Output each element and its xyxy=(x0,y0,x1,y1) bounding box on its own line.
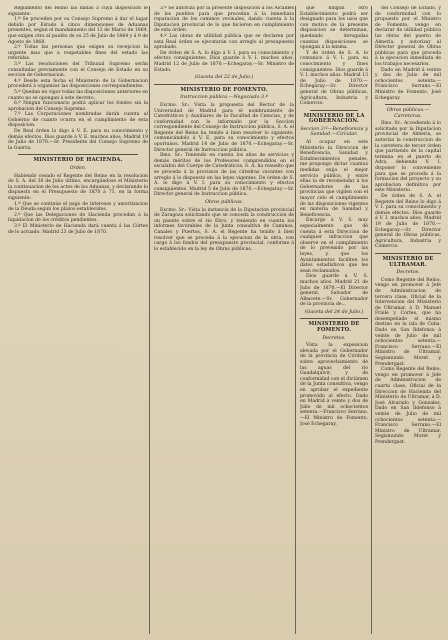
column-2 xyxy=(154,6,294,636)
paragraph: que ningun otro Establecimiento podrá ser designado para los usos que con motivo de la presente disposicion se determinan, quedando derogadas cuantas disposiciones se opongan á la misma. xyxy=(300,6,368,51)
paragraph: Reglamento del Reino las dadas á cuya disposicion le siguiente: xyxy=(8,6,148,17)
column-3 xyxy=(300,6,368,636)
paragraph: 6.º Ningun funcionario podrá aplicar los fondos sin la aprobacion del Consejo Supremo. xyxy=(8,101,148,112)
paragraph: De órden de S. A. el Regente del Reino lo digo á V. I. para su conocimiento y demás efectos. Dios guarde á V. I. muchos años. Madrid 19 de Julio de 1870.—Echegaray.—Sr. Director general de Obras públicas, Agricultura, Industria y Comercio. xyxy=(375,194,441,250)
paragraph: Vista la exposicion elevada por el Gobernador de la provincia de Córdoba sobre aprovechamiento de las aguas del rio Guadalquivir, y de conformidad con el dictámen de la Junta consultiva, vengo en aprobar el expediente promovido al efecto. Dado en Madrid á veinte y dos de Julio de mil ochocientos setenta.—Francisco Serrano.—El Ministro de Fomento, José Echegaray. xyxy=(300,343,368,427)
subsection-heading: Decretos. xyxy=(396,270,420,276)
column-1 xyxy=(8,6,148,636)
divider xyxy=(18,154,138,155)
paragraph: 2.º Que las Delegaciones de Hacienda procedan á la liquidacion de los créditos pendientes. xyxy=(8,212,148,224)
subsection-heading: Orden. xyxy=(69,166,87,172)
section-heading-fomento: MINISTERIO DE FOMENTO. xyxy=(180,86,268,93)
column-rule xyxy=(295,6,296,634)
subsection-heading: Decretos. xyxy=(322,335,346,341)
divider xyxy=(154,84,294,85)
subsection-heading: Obras públicas. xyxy=(205,200,243,205)
paragraph: 5.º Quedan en vigor todas las disposiciones anteriores en cuanto no se opongan á este decreto. xyxy=(8,89,148,101)
subsection-heading: Instruccion pública.—Negociado 3.º xyxy=(180,95,268,101)
paragraph: 1.º Que se continúe el pago de intereses y amortizacion de la Deuda segun los plazos establecidos. xyxy=(8,201,148,213)
gazette-date: (Gaceta del 22 de Julio.) xyxy=(194,75,254,81)
paragraph: 2.º Todas las personas que exigen su recepcion la urgente mas que a respetables fines del estado las referidas. xyxy=(8,45,148,62)
paragraph: Habiendo cesado el Regente del Reino en la resolucion de S. A. del 30 de Julio último, encargándose el Ministerio la continuacion de los actos de los Aduanas, y declarando lo dispuesto en el Presupuesto de 1870 á 71, en la forma siguiente: xyxy=(8,173,148,201)
paragraph: De Real órden lo digo á V. E. para su conocimiento y demás efectos. Dios guarde á V. E. muchos años. Madrid 19 de Julio de 1870.—Sr. Presidente del Consejo Supremo de la Guerra. xyxy=(8,129,148,151)
paragraph: Ilmo. Sr.: Teniendo en cuenta los años de servicios y demás méritos de los Profesores comprendidos en el escalafon del Cuerpo de Catedráticos, S. A. ha resuelto que se proceda á la provision de las cátedras vacantes con arreglo á lo dispuesto en las leyes vigentes. De órden de S. A. lo digo á V. I. para su conocimiento y efectos consiguientes. Madrid 5 de Julio de 1870.—Echegaray.—Sr. Director general de Instruccion pública. xyxy=(154,153,294,198)
paragraph: Encargo á V. S. muy especialmente que dé cuenta á esta Direccion de cualquier infraccion que observe en el cumplimiento de lo prevenido por las leyes, y que los Ayuntamientos faciliten los datos estadísticos que les sean reclamados. xyxy=(300,218,368,274)
divider xyxy=(310,110,358,111)
paragraph: 3.º Las resoluciones del Tribunal Supremo serán consultadas previamente con el Consejo de Estado en su seccion de Gobernacion. xyxy=(8,61,148,79)
paragraph: Al ocupar en este Ministerio la Direccion de Beneficencia, Sanidad y Establecimientos penales, me propongo dictar cuantas medidas exija el mejor servicio público, y entre ellas la de recomendar á los Gobernadores de las provincias que vigilen con el mayor celo el cumplimiento de las disposiciones vigentes en materia de Sanidad y Beneficencia. xyxy=(300,140,368,218)
subsection-heading: Obras públicas.—Carreteras. xyxy=(386,108,430,119)
column-4 xyxy=(375,6,441,636)
paragraph: Como Regente del Reino, vengo en promover á Jefe de Administracion de cuarta clase, Oficial de la Direccion de Hacienda del Ministerio de Ultramar, á D. José Alvarado y Gonzalez. Dado en San Ildefonso á veinte de Julio de mil ochocientos setenta.—Francisco Serrano.—El Ministro de Ultramar, Segismundo Moret y Prendergast. xyxy=(375,367,441,445)
paragraph: Excmo. Sr.: Vista la propuesta del Rector de la Universidad de Madrid para el nombramiento de Catedráticos y Auxiliares de la Facultad de Ciencias, y de conformidad con lo informado por la Seccion correspondiente del Consejo de Instruccion pública, S. A. el Regente del Reino ha tenido á bien resolver lo siguiente, comunicándolo á V. E. para su conocimiento y efectos oportunos. Madrid 14 de Julio de 1870.—Echegaray.—Sr. Director general de Instruccion pública. xyxy=(154,102,294,153)
gazette-date: (Gaceta del 24 de Julio.) xyxy=(304,309,364,315)
section-heading-gobernacion: MINISTERIO DE LA GOBERNACION. xyxy=(303,112,365,125)
column-rule xyxy=(371,6,372,634)
paragraph: del Consejo de Estado, y de conformidad con lo propuesto por el Ministro de Fomento, vengo en declarar de utilidad pública las obras del puerto de Almería, y autorizar al Director general de Obras públicas para que proceda á la ejecucion inmediata de los trabajos necesarios. xyxy=(375,6,441,67)
paragraph: Dado en Madrid á veinte y dos de Julio de mil ochocientos setenta.—Francisco Serrano.—El Ministro de Fomento, José Echegaray. xyxy=(375,67,441,101)
paragraph: Como Regente del Reino, vengo en promover á Jefe de Administracion de tercera clase, Oficial de la Intervencion del Ministerio de Ultramar, á D. Manuel Fraile y Cortes, que ha desempeñado el mismo destino en la isla de Cuba. Dado en San Ildefonso á veinte de Julio de mil ochocientos setenta.—Francisco Serrano.—El Ministro de Ultramar, Segismundo Moret y Prendergast. xyxy=(375,277,441,367)
paragraph: Ilmo. Sr.: Accediendo á lo solicitado por la Diputacion provincial de Almería, se autoriza la construccion de la carretera de tercer órden que partiendo de la capital termina en el puerto de Adra, debiendo V. I. disponer lo conveniente para que se proceda á la formacion del proyecto y su aprobacion definitiva por este Ministerio. xyxy=(375,121,441,194)
column-rule xyxy=(149,6,150,634)
paragraph: 7.º Las Corporaciones nombradas darán cuenta al Gobierno de cuanto ocurra en el cumplimiento de esta disposicion. xyxy=(8,112,148,129)
divider xyxy=(375,253,441,254)
subsection-heading: Seccion 3.ª—Beneficencia y Sanidad.—Circular. xyxy=(300,126,368,138)
paragraph: 4.º Desde esta fecha el Ministerio de la Gobernacion procederá á organizar las disposiciones correspondientes. xyxy=(8,78,148,90)
paragraph: 3.º El Ministerio de Hacienda dará cuenta á las Córtes de lo actuado. Madrid 23 de Julio de 1870. xyxy=(8,223,148,235)
section-heading-fomento: MINISTERIO DE FOMENTO. xyxy=(308,321,360,334)
section-heading-hacienda: MINISTERIO DE HACIENDA. xyxy=(33,157,123,164)
paragraph: De órden de S. A. lo digo á V. I. para su conocimiento y efectos consiguientes. Dios guarde á V. I. muchos años. Madrid 12 de Julio de 1870.—Echegaray.—Sr. Ministro de Estado. xyxy=(154,50,294,73)
section-heading-ultramar: MINISTERIO DE ULTRAMAR. xyxy=(382,255,434,268)
paragraph: Dios guarde á V. S. muchos años. Madrid 21 de Julio de 1870.—El Director general, Salvador de Albacete.—Sr. Gobernador de la provincia de... xyxy=(300,274,368,308)
divider xyxy=(385,104,431,105)
divider xyxy=(300,318,368,319)
paragraph: 4.º Las obras de utilidad pública que se declaren por esta Real órden se ejecutarán con arreglo al presupuesto aprobado. xyxy=(154,33,294,51)
paragraph: Excmo. Sr.: Vista la instancia de la Diputacion provincial de Zaragoza solicitando que se conceda la construccion de un puente sobre el rio Ebro, y teniendo en cuenta los informes favorables de la Junta consultiva de Caminos, Canales y Puertos, S. A. el Regente ha tenido á bien resolver que se proceda á la ejecucion de la obra, con cargo á los fondos del presupuesto provincial, conforme á lo establecido en la ley de Obras públicas. xyxy=(154,207,294,252)
paragraph: 3.º Se autoriza por la presente disposicion á los Alcaldes de los pueblos para que procedan á la inmediata reparacion de los caminos vecinales, dando cuenta á la Diputacion provincial de lo que hicieren en cumplimiento de esta órden. xyxy=(154,6,294,34)
paragraph: Y de órden de S. A. lo comunico á V. I. para su conocimiento y fines consiguientes. Dios guarde á V. I. muchos años. Madrid 13 de Julio de 1870.—Echegaray.—Sr. Director general de Obras públicas, Agricultura, Industria y Comercio. xyxy=(300,50,368,107)
paragraph: 1.º Se proceden por su Consejo Supremo á dar el lugar debido por Estado á cinco dimensiones de Aduanas presentes, segun el mandamiento del 13 de Marzo de 1864, que exigen otro al pueblo de su 25 de Julio de 1864 y á 9 de Agosto de 1868. xyxy=(8,17,148,45)
